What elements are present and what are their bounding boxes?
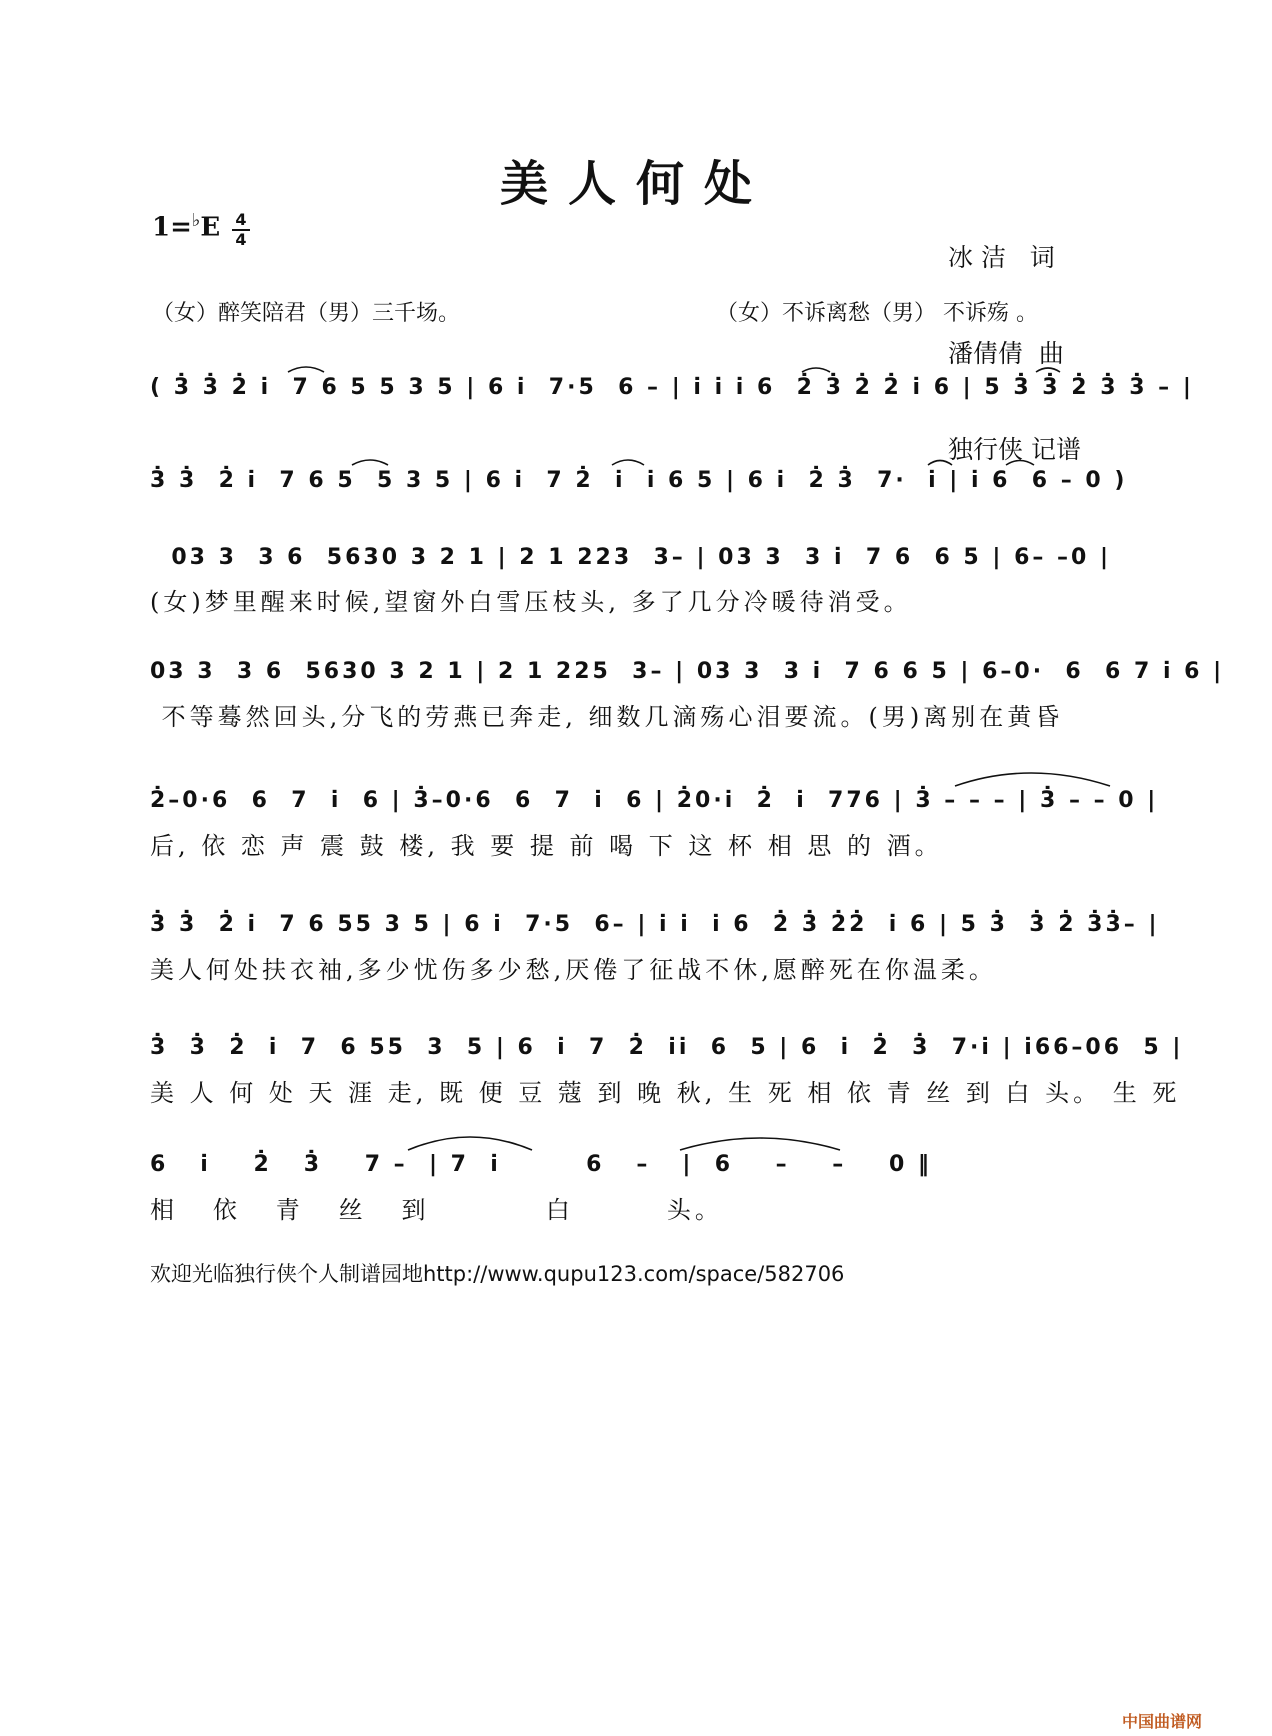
slur	[1036, 368, 1060, 372]
time-signature-top: 4	[235, 210, 247, 229]
slur	[288, 367, 324, 372]
site-watermark: 中国曲谱网	[1121, 1712, 1202, 1731]
staff-7-lyrics: 美 人 何 处 天 涯 走, 既 便 豆 蔻 到 晚 秋, 生 死 相 依 青 丝 到 白 头。 生 死	[150, 1079, 1181, 1107]
staff-7-notes: 3̇ 3̇ 2̇ i̇ 7 6 55 3 5 | 6 i̇ 7 2̇ i̇i̇ 6 5 | 6 i̇ 2̇ 3̇ 7·i̇ | i̇66–06 5 |	[150, 1035, 1184, 1060]
slur	[955, 773, 1110, 786]
staff-6-notes: 3̇ 3̇ 2̇ i̇ 7 6 55 3 5 | 6 i̇ 7·5 6– | i̇ i̇ i̇ 6 2̇ 3̇ 2̇2̇ i̇ 6 | 5 3̇ 3̇ 2̇ 3̇3̇– |	[150, 912, 1160, 937]
composer-credit: 潘倩倩 曲	[948, 339, 1064, 368]
intro-lyric-right: （女）不诉离愁（男） 不诉殇 。	[716, 301, 1038, 326]
transcriber-credit: 独行侠 记谱	[948, 435, 1081, 464]
slur	[612, 460, 644, 465]
staff-2-notes: 3̇ 3̇ 2̇ i̇ 7 6 5 5 3 5 | 6 i̇ 7 2̇ i̇ i̇ 6 5 | 6 i̇ 2̇ 3̇ 7· i̇ | i̇ 6 6 – 0 )	[150, 468, 1128, 493]
slur	[408, 1137, 532, 1150]
slur	[802, 368, 830, 372]
slur	[928, 461, 952, 466]
staff-4-lyrics: 不等蓦然回头,分飞的劳燕已奔走, 细数几滴殇心泪要流。(男)离别在黄昏	[150, 703, 1064, 731]
staff-6-lyrics: 美人何处扶衣袖,多少忧伤多少愁,厌倦了征战不休,愿醉死在你温柔。	[150, 956, 997, 984]
key-prefix: 1=	[152, 212, 192, 243]
slur	[680, 1138, 840, 1150]
intro-lyric-left: （女）醉笑陪君（男）三千场。	[152, 301, 461, 326]
flat-sign: ♭	[191, 210, 201, 231]
song-title: 美人何处	[499, 156, 772, 212]
staff-3-lyrics: (女)梦里醒来时候,望窗外白雪压枝头, 多了几分冷暖待消受。	[150, 588, 912, 616]
time-signature-bottom: 4	[235, 230, 247, 249]
slur	[352, 460, 388, 465]
staff-8-lyrics: 相 依 青 丝 到 白 头。	[150, 1196, 723, 1224]
staff-5-lyrics: 后, 依 恋 声 震 鼓 楼, 我 要 提 前 喝 下 这 杯 相 思 的 酒。	[150, 832, 943, 860]
key-note: E	[200, 212, 221, 243]
staff-1-notes: ( 3̇ 3̇ 2̇ i̇ 7 6 5 5 3 5 | 6 i̇ 7·5 6 – | i̇ i̇ i̇ 6 2̇ 3̇ 2̇ 2̇ i̇ 6 | 5 3̇ 3̇ 2̇ 3̇ 3̇ – |	[150, 375, 1194, 400]
footer-link-text: 欢迎光临独行侠个人制谱园地http://www.qupu123.com/space/582706	[150, 1262, 845, 1286]
staff-5-notes: 2̇–0·6 6 7 i̇ 6 | 3̇–0·6 6 7 i̇ 6 | 2̇0·i̇ 2̇ i̇ 776 | 3̇ – – – | 3̇ – – 0 |	[150, 788, 1159, 813]
staff-4-notes: 03 3 3 6 5630 3 2 1 | 2 1 225 3– | 03 3 3 i̇ 7 6 6 5 | 6–0· 6 6 7 i̇ 6 |	[150, 659, 1225, 684]
lyricist-credit: 冰 洁 词	[948, 243, 1055, 272]
staff-3-notes: 03 3 3 6 5630 3 2 1 | 2 1 223 3– | 03 3 3 i̇ 7 6 6 5 | 6– –0 |	[150, 545, 1112, 570]
staff-8-notes: 6 i̇ 2̇ 3̇ 7 – | 7 i̇ 6 – | 6 – – 0 ‖	[150, 1152, 932, 1177]
slur	[1006, 461, 1034, 466]
